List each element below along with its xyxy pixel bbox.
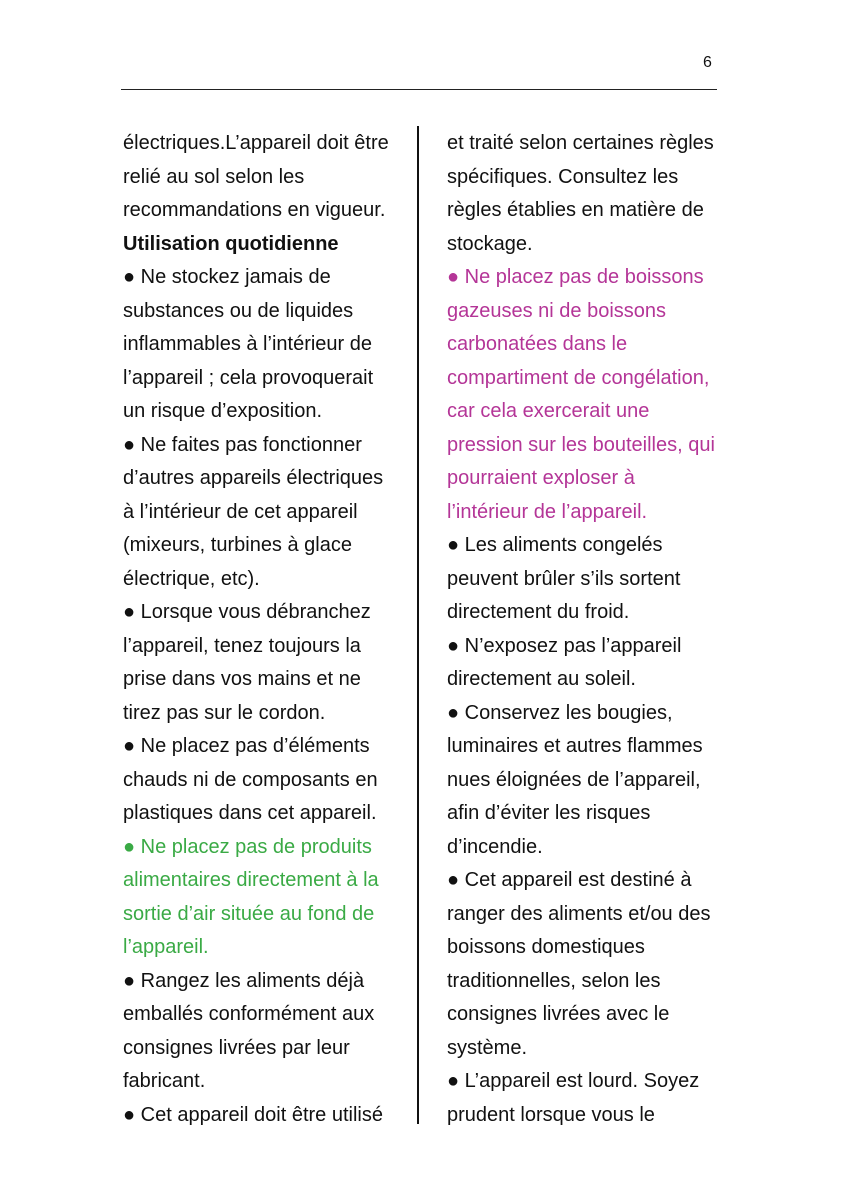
text-line: ● Rangez les aliments déjà — [123, 969, 365, 992]
text-line: carbonatées dans le — [447, 333, 628, 355]
text-line: l’appareil, tenez toujours la — [123, 634, 361, 657]
text-line: consignes livrées avec le — [447, 1003, 670, 1025]
text-line: inflammables à l’intérieur de — [123, 333, 373, 355]
text-line: substances ou de liquides — [123, 299, 354, 322]
text-line: ● Ne stockez jamais de — [123, 266, 331, 288]
text-line: ● Ne placez pas de produits — [123, 835, 372, 858]
right-column — [447, 127, 722, 1132]
text-line: ● Ne faites pas fonctionner — [123, 433, 362, 456]
text-line: consignes livrées par leur — [123, 1036, 350, 1059]
page-number: 6 — [703, 54, 712, 71]
text-line: ranger des aliments et/ou des — [447, 902, 711, 925]
left-column — [123, 127, 408, 1132]
text-line: ● Cet appareil est destiné à — [447, 869, 692, 891]
text-line: système. — [447, 1036, 528, 1059]
text-line: prise dans vos mains et ne — [123, 668, 361, 690]
text-line: plastiques dans cet appareil. — [123, 802, 377, 824]
text-line: (mixeurs, turbines à glace — [123, 534, 352, 556]
text-line: ● N’exposez pas l’appareil — [447, 634, 682, 657]
text-line: et traité selon certaines règles — [447, 132, 714, 154]
text-line: ● Conservez les bougies, — [447, 701, 673, 724]
text-line: traditionnelles, selon les — [447, 969, 661, 992]
column-divider — [417, 126, 419, 1124]
text-line: prudent lorsque vous le — [447, 1103, 655, 1126]
text-line: car cela exercerait une — [447, 400, 650, 422]
text-line: ● Ne placez pas d’éléments — [123, 735, 370, 757]
text-line: relié au sol selon les — [123, 165, 305, 188]
text-line: ● Cet appareil doit être utilisé — [123, 1103, 383, 1126]
text-line: ● Ne placez pas de boissons — [447, 266, 704, 288]
text-line: électriques.L’appareil doit être — [123, 132, 389, 154]
text-line: l’appareil. — [123, 936, 209, 958]
text-line: afin d’éviter les risques — [447, 802, 651, 824]
header-rule — [121, 89, 717, 90]
text-line: électrique, etc). — [123, 567, 260, 590]
text-line: nues éloignées de l’appareil, — [447, 768, 701, 791]
text-line: tirez pas sur le cordon. — [123, 701, 326, 724]
text-line: boissons domestiques — [447, 936, 645, 958]
text-line: l’intérieur de l’appareil. — [447, 500, 648, 523]
text-line: fabricant. — [123, 1070, 206, 1092]
text-line: spécifiques. Consultez les — [447, 165, 679, 188]
text-line: ● L’appareil est lourd. Soyez — [447, 1070, 700, 1092]
text-line: directement au soleil. — [447, 668, 636, 690]
text-line: gazeuses ni de boissons — [447, 299, 667, 322]
text-line: chauds ni de composants en — [123, 768, 378, 791]
text-line: compartiment de congélation, — [447, 366, 710, 389]
text-line: pourraient exploser à — [447, 467, 635, 489]
text-line: emballés conformément aux — [123, 1003, 375, 1025]
text-line: l’appareil ; cela provoquerait — [123, 366, 374, 389]
text-line: pression sur les bouteilles, qui — [447, 433, 715, 456]
text-line: un risque d’exposition. — [123, 400, 323, 422]
section-heading: Utilisation quotidienne — [123, 232, 339, 255]
text-line: ● Les aliments congelés — [447, 534, 663, 556]
text-line: ● Lorsque vous débranchez — [123, 601, 371, 623]
text-line: d’autres appareils électriques — [123, 467, 384, 489]
text-line: d’incendie. — [447, 835, 543, 858]
text-line: sortie d’air située au fond de — [123, 902, 375, 925]
text-line: règles établies en matière de — [447, 199, 704, 221]
text-line: peuvent brûler s’ils sortent — [447, 567, 681, 590]
text-line: recommandations en vigueur. — [123, 199, 386, 221]
text-line: alimentaires directement à la — [123, 869, 379, 891]
text-line: stockage. — [447, 232, 533, 255]
text-line: à l’intérieur de cet appareil — [123, 500, 358, 523]
text-line: luminaires et autres flammes — [447, 735, 703, 757]
text-line: directement du froid. — [447, 601, 630, 623]
